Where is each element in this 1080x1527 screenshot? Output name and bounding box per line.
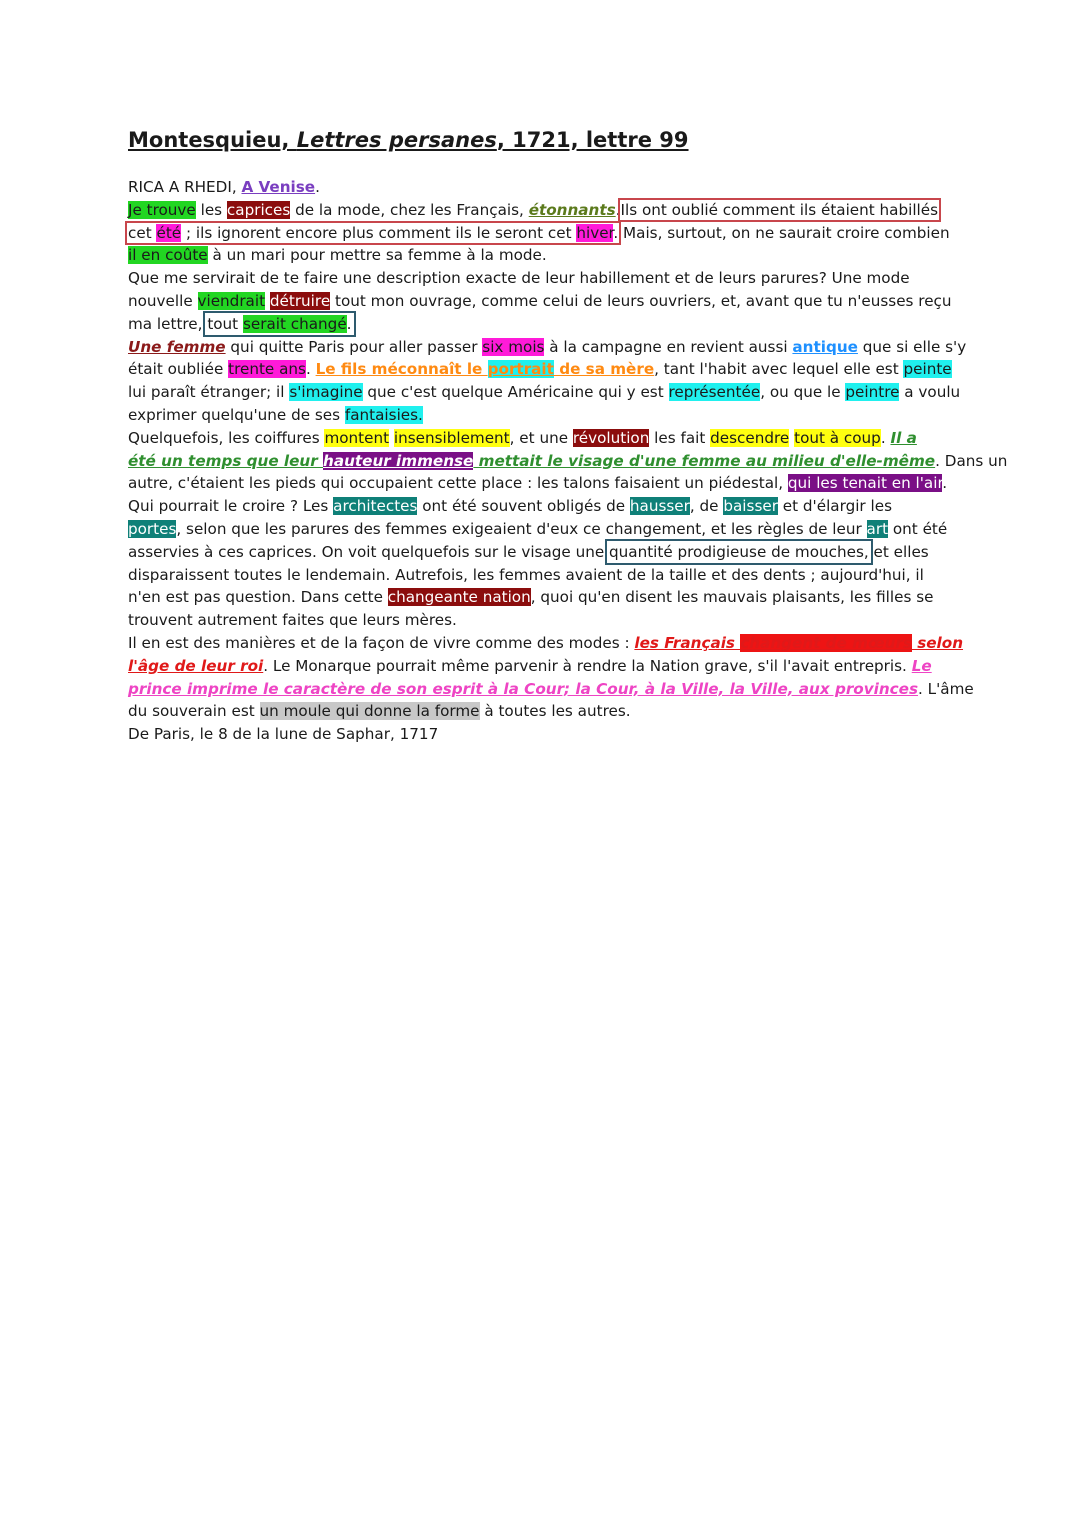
text-span: à la campagne en revient aussi xyxy=(544,337,793,356)
boxed-phrase: Ils ont oublié comment ils étaient habillés xyxy=(620,200,939,219)
text-line xyxy=(128,427,958,450)
text-span: . xyxy=(880,428,891,447)
text-span: . Le Monarque pourrait même parvenir à rendre la Nation grave, s'il l'avait entrepris. xyxy=(263,656,912,675)
text-span: Quelquefois, les coiffures xyxy=(128,428,325,447)
annotated-place: A Venise xyxy=(241,178,316,196)
text-span: Que me servirait de te faire une description exacte de leur habillement et de leurs parures? Une mode xyxy=(128,269,910,288)
highlight-cyan: peintre xyxy=(845,383,900,402)
text-span: les xyxy=(195,200,227,219)
annotated-phrase: Le fils méconnaît le xyxy=(315,360,488,379)
highlight-teal: art xyxy=(866,519,889,538)
text-span: . xyxy=(315,178,320,196)
highlight-purple: hauteur immense xyxy=(323,451,474,470)
highlight-magenta: trente ans xyxy=(228,360,306,379)
highlight-darkred: caprices xyxy=(226,200,291,219)
text-span: à un mari pour mettre sa femme à la mode. xyxy=(207,246,547,265)
title-work: Lettres persanes xyxy=(296,128,497,152)
text-span: , de xyxy=(689,497,724,516)
text-line xyxy=(128,290,958,313)
text-span: De Paris, le 8 de la lune de Saphar, 1717 xyxy=(128,725,439,744)
text-span: Il en est des manières et de la façon de vivre comme des modes : xyxy=(128,633,635,652)
title-date-letter: , 1721, lettre 99 xyxy=(496,128,689,152)
text-line xyxy=(128,678,974,701)
text-line xyxy=(128,336,967,359)
highlight-green: serait changé xyxy=(242,314,347,333)
text-span: et elles xyxy=(868,542,929,561)
highlight-magenta: été xyxy=(156,223,182,242)
annotated-phrase: Une femme xyxy=(128,337,226,356)
signature-line xyxy=(128,723,958,746)
text-span: disparaissent toutes le lendemain. Autrefois, les femmes avaient de la taille et des dents ; aujourd'hui, il xyxy=(128,565,924,584)
text-line xyxy=(128,244,958,267)
text-span: . xyxy=(346,314,352,333)
text-span: du souverain est xyxy=(128,702,260,721)
highlight-green: viendrait xyxy=(197,291,266,310)
text-span: à toutes les autres. xyxy=(479,702,631,721)
text-span: Qui pourrait le croire ? Les xyxy=(128,497,334,516)
text-span: cet xyxy=(128,223,157,242)
highlight-yellow: descendre xyxy=(710,428,790,447)
text-line xyxy=(128,222,958,245)
text-line xyxy=(128,700,958,723)
text-span: Mais, surtout, on ne saurait croire combien xyxy=(618,223,950,242)
text-span: . L'âme xyxy=(918,679,974,698)
text-span: exprimer quelqu'une de ses xyxy=(128,405,345,424)
text-span: . xyxy=(613,223,619,242)
highlight-yellow: montent xyxy=(324,428,390,447)
annotated-word: antique xyxy=(792,337,858,356)
text-span: que si elle s'y xyxy=(857,337,967,356)
highlight-teal: baisser xyxy=(723,497,778,516)
text-line xyxy=(128,586,958,609)
text-line xyxy=(128,495,958,518)
text-span: était oubliée xyxy=(128,360,229,379)
annotated-phrase: mettait le visage d'une femme au milieu d'elle-même xyxy=(473,451,936,470)
text-span: lui paraît étranger; il xyxy=(128,383,290,402)
text-span: , quoi qu'en disent les mauvais plaisants, les filles se xyxy=(530,588,934,607)
text-line xyxy=(128,381,961,404)
annotated-phrase: de sa mère xyxy=(553,360,655,379)
text-span: a voulu xyxy=(899,383,961,402)
text-span: trouvent autrement faites que leurs mères. xyxy=(128,611,457,630)
highlight-cyan: peinte xyxy=(903,360,952,379)
text-span: nouvelle xyxy=(128,291,198,310)
annotated-word: étonnants xyxy=(528,200,616,219)
highlight-red: changent de mœurs xyxy=(740,633,912,652)
text-span: que c'est quelque Américaine qui y est xyxy=(362,383,669,402)
highlight-cyan: . xyxy=(418,405,423,424)
text-span: ; ils ignorent encore plus comment ils le seront cet xyxy=(181,223,577,242)
annotated-phrase: prince imprime le caractère de son esprit à la Cour; la Cour, à la Ville, la Ville, aux provinces xyxy=(128,679,919,698)
text-span: . xyxy=(615,200,621,219)
text-span: , et une xyxy=(509,428,573,447)
text-span: . xyxy=(305,360,316,379)
highlight-teal: hausser xyxy=(629,497,690,516)
annotated-phrase: selon xyxy=(911,633,964,652)
text-span: et d'élargir les xyxy=(777,497,892,516)
text-span: de la mode, chez les Français, xyxy=(290,200,529,219)
text-line xyxy=(128,632,964,655)
highlight-yellow: insensiblement xyxy=(393,428,510,447)
highlight-cyan: s'imagine xyxy=(289,383,363,402)
document-title xyxy=(128,128,689,152)
text-line xyxy=(128,313,958,336)
highlight-teal: architectes xyxy=(333,497,418,516)
text-line xyxy=(128,267,958,290)
text-span: . Dans un xyxy=(935,451,1008,470)
text-span: tout mon ouvrage, comme celui de leurs ouvriers, et, avant que tu n'eusses reçu xyxy=(330,291,952,310)
highlight-purple: qui les tenait en l'air xyxy=(787,474,943,493)
text-line xyxy=(128,609,958,632)
text-line xyxy=(128,404,958,427)
text-span: asservies à ces caprices. On voit quelquefois sur le visage une xyxy=(128,542,609,561)
text-span: ma lettre, xyxy=(128,314,208,333)
highlight-green: il en coûte xyxy=(128,246,208,265)
text-span: . xyxy=(942,474,948,493)
boxed-phrase: quantité prodigieuse de mouches, xyxy=(609,542,869,561)
annotated-phrase: Le xyxy=(911,656,932,675)
text-span: autre, c'étaient les pieds qui occupaient cette place : les talons faisaient un piédestal, xyxy=(128,474,788,493)
annotated-phrase: été un temps que leur xyxy=(128,451,324,470)
text-span: qui quitte Paris pour aller passer xyxy=(225,337,483,356)
highlight-teal: portes xyxy=(128,519,177,538)
text-line xyxy=(128,518,958,541)
text-line xyxy=(128,541,958,564)
highlight-yellow: tout à coup xyxy=(794,428,881,447)
letter-text xyxy=(128,176,1008,746)
highlight-darkred: révolution xyxy=(572,428,650,447)
highlight-darkred: détruire xyxy=(269,291,331,310)
text-span: ont été souvent obligés de xyxy=(417,497,630,516)
title-author: Montesquieu, xyxy=(128,128,297,152)
highlight-darkred: changeante nation xyxy=(387,588,531,607)
highlight-green: Je trouve xyxy=(128,200,196,219)
text-line xyxy=(128,564,958,587)
text-line xyxy=(128,472,958,495)
highlight-magenta: six mois xyxy=(482,337,545,356)
text-span: n'en est pas question. Dans cette xyxy=(128,588,388,607)
text-span: tout xyxy=(207,314,243,333)
text-span: , tant l'habit avec lequel elle est xyxy=(654,360,904,379)
annotated-phrase: les Français xyxy=(634,633,741,652)
text-line xyxy=(128,655,958,678)
text-span: les fait xyxy=(649,428,711,447)
highlight-cyan: fantaisies xyxy=(344,405,419,424)
highlight-cyan: représentée xyxy=(668,383,761,402)
highlight-gray: un moule qui donne la forme xyxy=(259,702,480,721)
text-line xyxy=(128,199,958,222)
text-span: , ou que le xyxy=(760,383,846,402)
highlight-cyan: portrait xyxy=(487,360,554,379)
text-line xyxy=(128,450,1008,473)
text-span: ont été xyxy=(888,519,948,538)
text-span: RICA A RHEDI, xyxy=(128,178,242,196)
highlight-magenta: hiver xyxy=(576,223,614,242)
text-line xyxy=(128,358,958,381)
annotated-phrase: l'âge de leur roi xyxy=(128,656,264,675)
text-span: , selon que les parures des femmes exigeaient d'eux ce changement, et les règles de leur xyxy=(176,519,867,538)
text-line xyxy=(128,176,958,199)
annotated-phrase: Il a xyxy=(890,428,917,447)
